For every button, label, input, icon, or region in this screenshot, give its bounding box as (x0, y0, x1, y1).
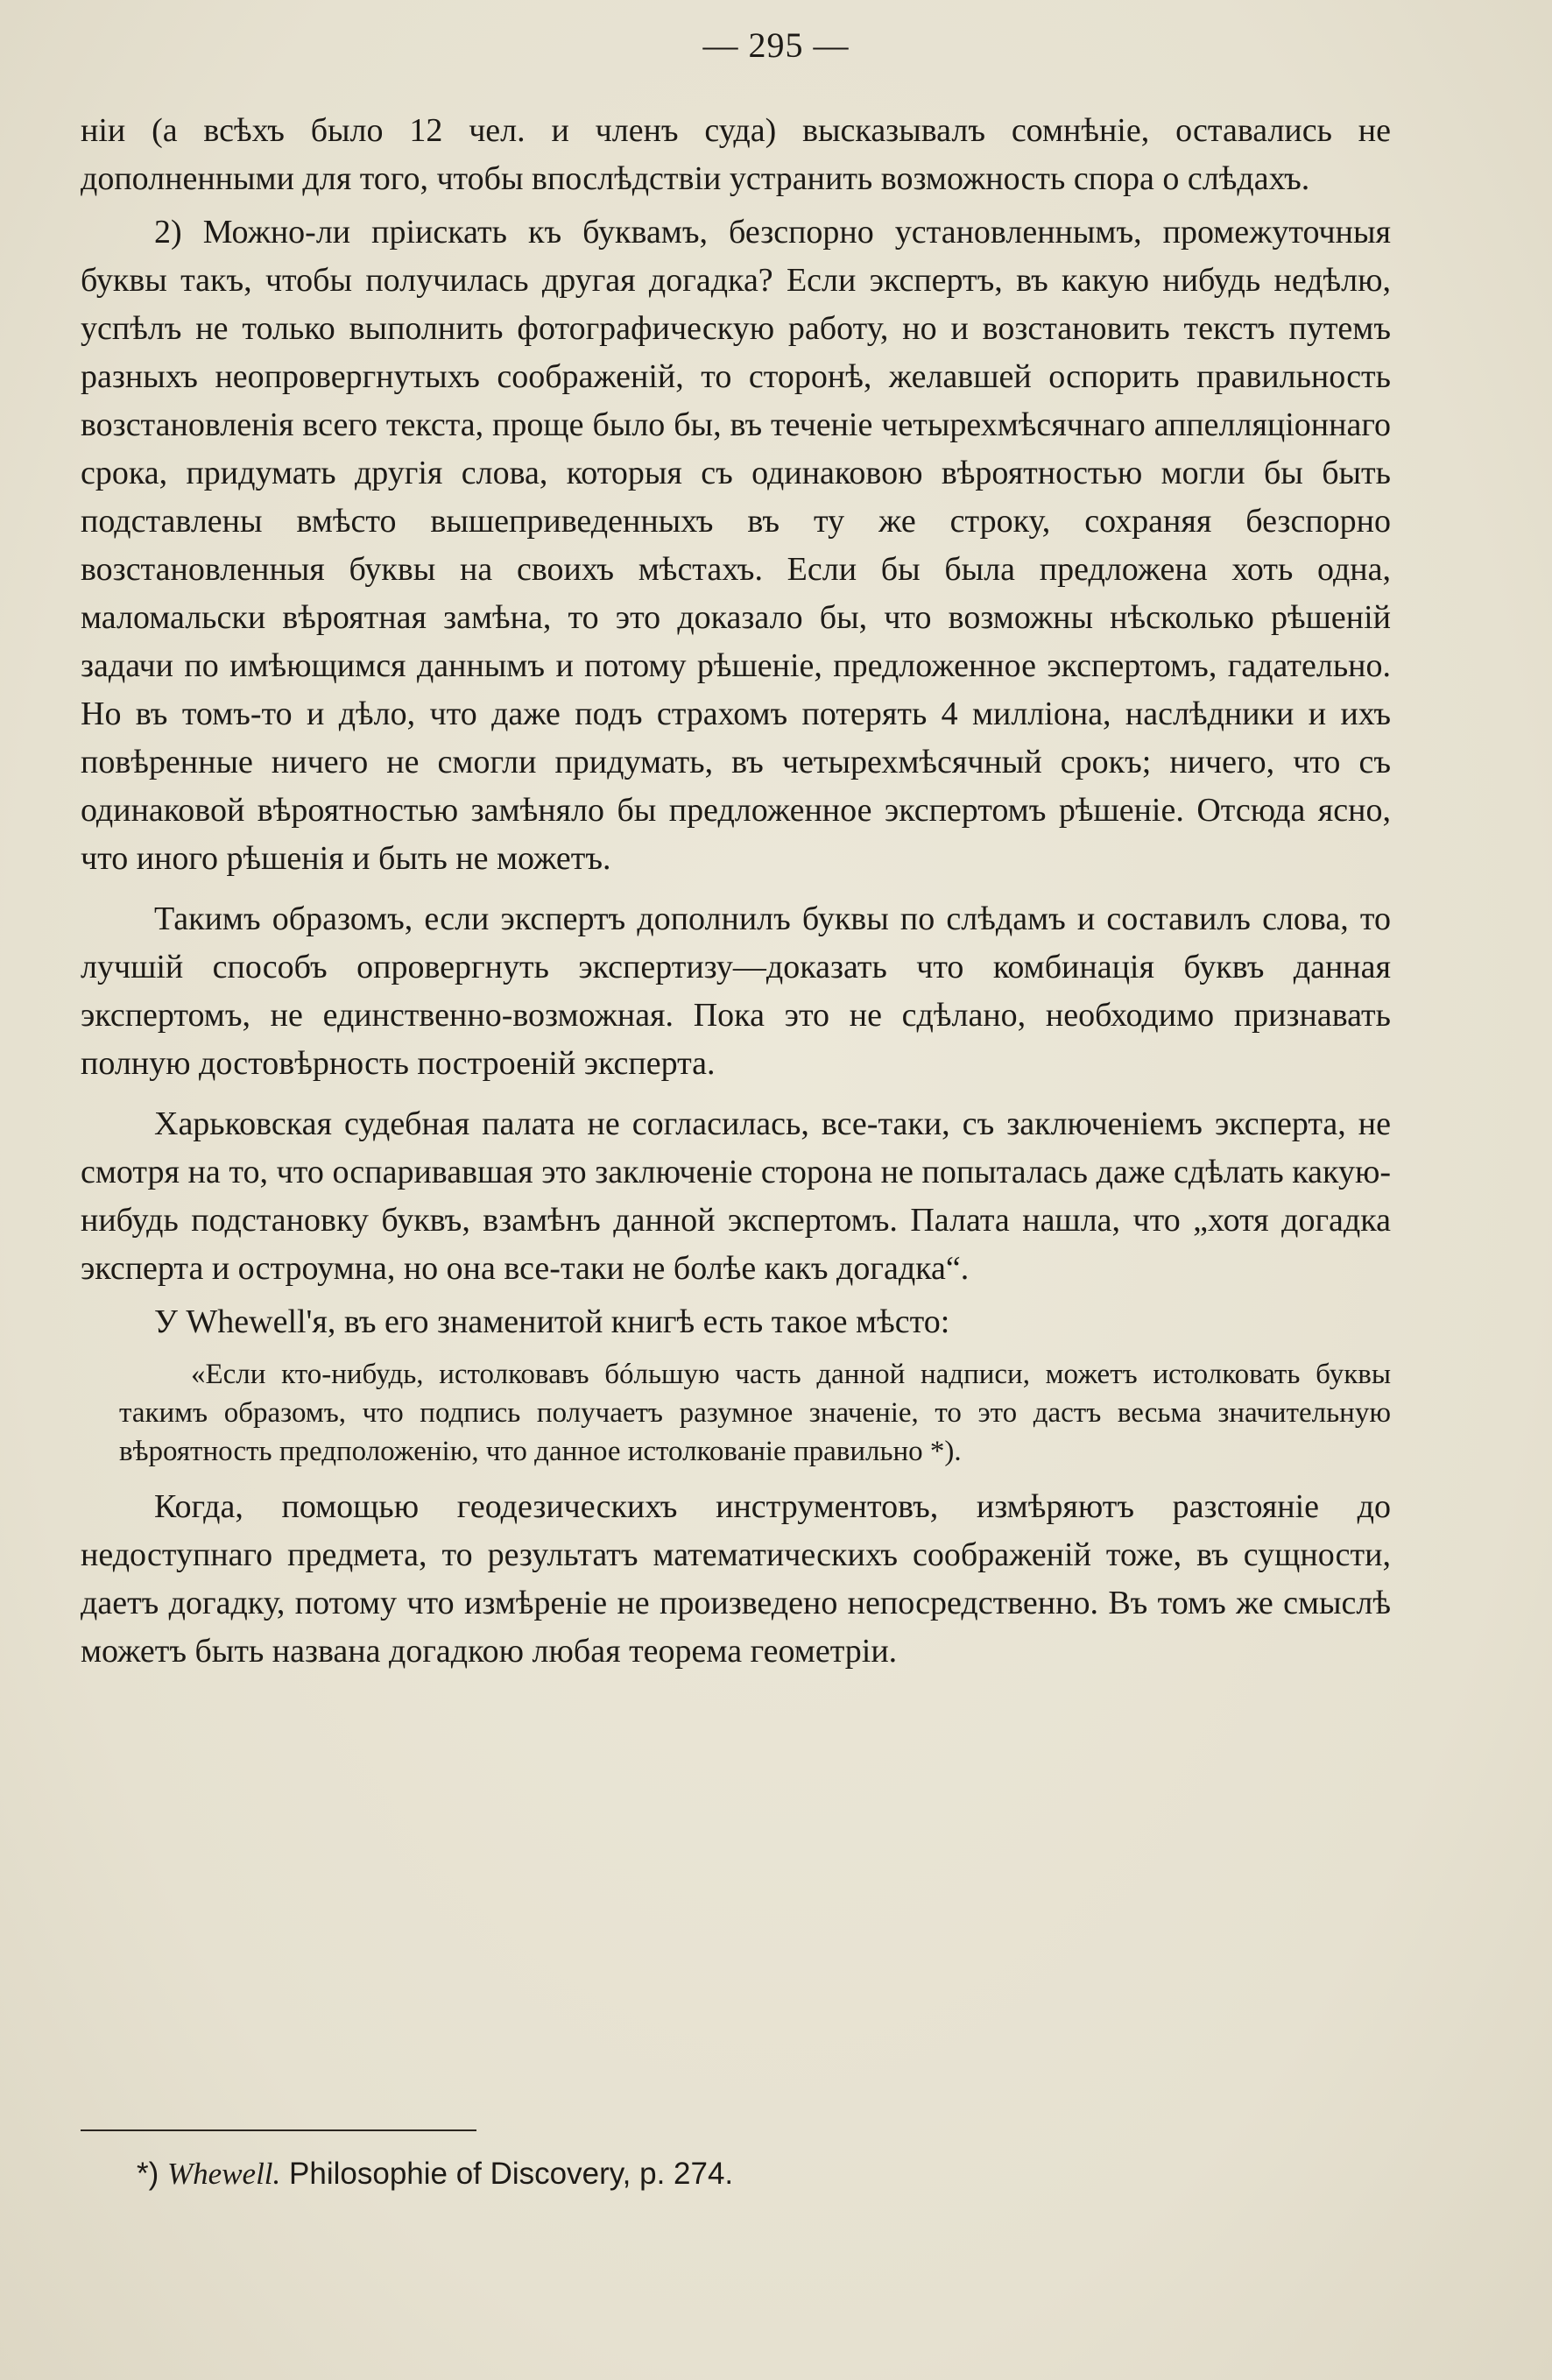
footnote-author: Whewell. (167, 2157, 281, 2191)
paragraph-whewell-intro: У Whewell'я, въ его знаменитой книгѣ есть такое мѣсто: (154, 1303, 950, 1340)
footnote (137, 2155, 733, 2193)
footnote-text: Philosophie of Discovery, p. 274. (289, 2157, 734, 2191)
footnote-divider (81, 2129, 476, 2131)
footnote-marker: *) (137, 2157, 159, 2191)
paragraph-kharkov-court: Харьковская судебная палата не согласилась, все-таки, съ заключеніемъ эксперта, не смотря на то, что оспаривавшая это заключеніе сторона не попыталась даже сдѣлать какую-нибудь подстановку буквъ, взамѣнъ данной экспертомъ. Палата нашла, что „хотя догадка эксперта и остроумна, но она все-таки не болѣе какъ догадка“. (81, 1105, 1391, 1287)
block-quote: «Если кто-нибудь, истолковавъ бóльшую часть данной надписи, можетъ истолковать буквы такимъ образомъ, что подпись получаетъ разумное значеніе, то это дастъ весьма значительную вѣроятность предположенію, что данное истолкованіе правильно *). (119, 1359, 1391, 1467)
paragraph-continuation: ніи (а всѣхъ было 12 чел. и членъ суда) высказывалъ сомнѣніе, оставались не дополненными для того, чтобы впослѣдствіи устранить возможность спора о слѣдахъ. (81, 112, 1391, 197)
page-number: — 295 — (702, 25, 850, 65)
page-body (81, 107, 1391, 1676)
paragraph-conclusion: Такимъ образомъ, если экспертъ дополнилъ буквы по слѣдамъ и составилъ слова, то лучшій способъ опровергнуть экспертизу—доказать что комбинація буквъ данная экспертомъ, не единственно-возможная. Пока это не сдѣлано, необходимо признавать полную достовѣрность построеній эксперта. (81, 900, 1391, 1082)
paragraph-geodesy: Когда, помощью геодезическихъ инструментовъ, измѣряютъ разстояніе до недоступнаго предмета, то результатъ математическихъ соображеній тоже, въ сущности, даетъ догадку, потому что измѣреніе не произведено непосредственно. Въ томъ же смыслѣ можетъ быть названа догадкою любая теорема геометріи. (81, 1488, 1391, 1670)
paragraph-point-2: 2) Можно-ли пріискать къ буквамъ, безспорно установленнымъ, промежуточныя буквы такъ, чтобы получилась другая догадка? Если экспертъ, въ какую нибудь недѣлю, успѣлъ не только выполнить фотографическую работу, но и возстановить текстъ путемъ разныхъ неопровергнутыхъ соображеній, то сторонѣ, желавшей оспорить правильность возстановленія всего текста, проще было бы, въ теченіе четырехмѣсячнаго аппелляціоннаго срока, придумать другія слова, которыя съ одинаковою вѣроятностью могли бы быть подставлены вмѣсто вышеприведенныхъ въ ту же строку, сохраняя безспорно возстановленныя буквы на своихъ мѣстахъ. Если бы была предложена хоть одна, маломальски вѣроятная замѣна, то это доказало бы, что возможны нѣсколько рѣшеній задачи по имѣющимся даннымъ и потому рѣшеніе, предложенное экспертомъ, гадательно. Но въ томъ-то и дѣло, что даже подъ страхомъ потерять 4 милліона, наслѣдники и ихъ повѣренные ничего не смогли придумать, въ четырехмѣсячный срокъ; ничего, что съ одинаковой вѣроятностью замѣняло бы предложенное экспертомъ рѣшеніе. Отсюда ясно, что иного рѣшенія и быть не можетъ. (81, 214, 1391, 877)
